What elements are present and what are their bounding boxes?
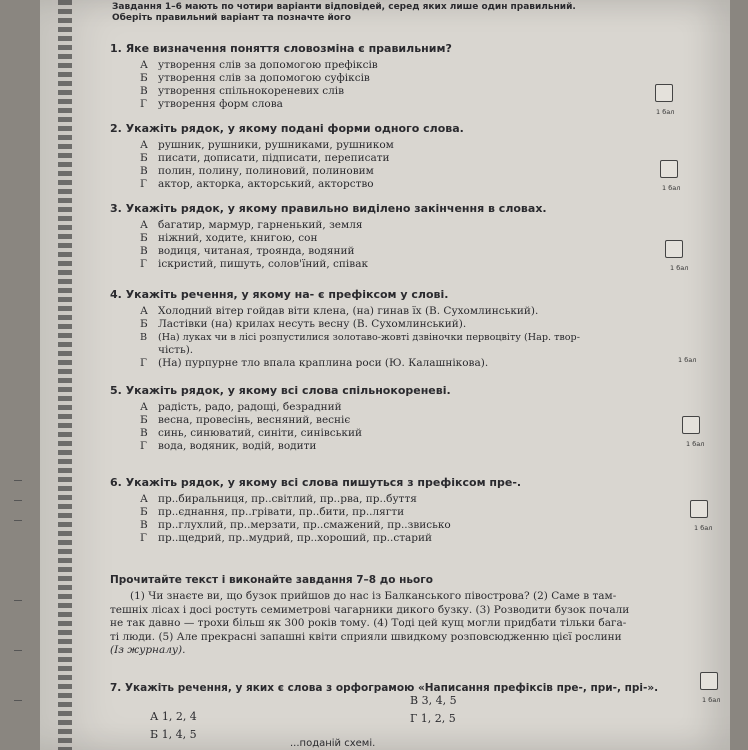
question-number: 5. — [110, 384, 122, 397]
answer-box-7[interactable] — [700, 672, 718, 690]
option-v[interactable]: В водиця, читаная, троянда, водяний — [140, 245, 355, 257]
question-text: Укажіть рядок, у якому всі слова спільнокореневі. — [125, 384, 451, 397]
question-1 — [110, 42, 710, 111]
question-7 — [110, 682, 710, 694]
question-number: 6. — [110, 476, 122, 489]
question-text: Укажіть речення, у яких є слова з орфограмою «Написання префіксів пре-, при-, прі-». — [124, 682, 659, 694]
question-text: Укажіть рядок, у якому правильно виділено закінчення в словах. — [125, 202, 547, 215]
passage-title: Прочитайте текст і виконайте завдання 7–8 до нього — [110, 574, 433, 586]
question-number: 4. — [110, 288, 122, 301]
instructions-line-2: Оберіть правильний варіант та позначте його — [112, 13, 351, 23]
option-b[interactable]: Б Ластівки (на) крилах несуть весну (В. Сухомлинський). — [140, 318, 467, 330]
points-label-2: 1 бал — [662, 184, 681, 192]
question-text: Укажіть речення, у якому на- є префіксом у слові. — [125, 288, 449, 301]
answer-box-6[interactable] — [690, 500, 708, 518]
question-text: Яке визначення поняття словозміна є правильним? — [125, 42, 452, 55]
option-g[interactable]: Г утворення форм слова — [140, 98, 283, 110]
option-g[interactable]: Г 1, 2, 5 — [410, 712, 456, 725]
question-number: 1. — [110, 42, 122, 55]
question-6 — [110, 476, 713, 545]
option-v[interactable]: В синь, синюватий, синіти, синівський — [140, 427, 362, 439]
passage-line: (1) Чи знаєте ви, що бузок прийшов до нас із Балканського півострова? (2) Саме в там- — [130, 590, 617, 602]
question-5 — [110, 384, 710, 453]
question-2 — [110, 122, 710, 191]
passage-source: (Із журналу). — [110, 644, 186, 656]
option-a[interactable]: А багатир, мармур, гарненький, земля — [140, 219, 363, 231]
points-label-7: 1 бал — [702, 696, 721, 704]
option-b[interactable]: Б весна, провесінь, весняний, весніє — [140, 414, 351, 426]
option-v[interactable]: В утворення спільнокореневих слів — [140, 85, 345, 97]
points-label-1: 1 бал — [656, 108, 675, 116]
question-3 — [110, 202, 710, 271]
option-a[interactable]: А утворення слів за допомогою префіксів — [140, 59, 378, 71]
passage-line: тешніх лісах і досі ростуть семиметрові чагарники дикого бузку. (3) Розводити бузок почали — [110, 603, 630, 616]
question-4 — [110, 288, 710, 370]
option-b[interactable]: Б утворення слів за допомогою суфіксів — [140, 72, 370, 84]
option-b[interactable]: Б ніжний, ходите, книгою, сон — [140, 232, 318, 244]
option-b[interactable]: Б пр..єднання, пр..грівати, пр..бити, пр..лягти — [140, 506, 405, 518]
option-g[interactable]: Г вода, водяник, водій, водити — [140, 440, 317, 452]
passage-line: ті люди. (5) Але прекрасні запашні квіти сприяли швидкому розповсюдженню цієї рослини — [110, 630, 622, 643]
option-v-continued: чість). — [158, 344, 194, 356]
option-v[interactable]: В 3, 4, 5 — [410, 694, 457, 707]
binding-stitch — [58, 0, 72, 750]
points-label-6: 1 бал — [694, 524, 713, 532]
option-b[interactable]: Б 1, 4, 5 — [150, 728, 197, 741]
option-a[interactable]: А Холодний вітер гойдав віти клена, (на) гинав їх (В. Сухомлинський). — [140, 305, 539, 317]
instructions-header — [112, 2, 672, 24]
answer-box-1[interactable] — [655, 84, 673, 102]
option-a[interactable]: А радість, радо, радощі, безрадний — [140, 401, 342, 413]
option-a[interactable]: А пр..биральниця, пр..світлий, пр..рва, пр..буття — [140, 493, 417, 505]
question-text: Укажіть рядок, у якому всі слова пишуться з префіксом пре-. — [125, 476, 522, 489]
instructions-line-1: Завдання 1–6 мають по чотири варіанти відповідей, серед яких лише один правильний. — [112, 2, 576, 12]
question-number: 3. — [110, 202, 122, 215]
points-label-4: 1 бал — [678, 356, 697, 364]
option-g[interactable]: Г (На) пурпурне тло впала краплина роси (Ю. Калашнікова). — [140, 357, 489, 369]
option-g[interactable]: Г актор, акторка, акторський, акторство — [140, 178, 374, 190]
answer-box-5[interactable] — [682, 416, 700, 434]
question-number: 7. — [110, 682, 122, 694]
option-a[interactable]: А рушник, рушники, рушниками, рушником — [140, 139, 394, 151]
answer-box-3[interactable] — [665, 240, 683, 258]
option-v[interactable]: В (На) луках чи в лісі розпустилися золотаво-жовті дзвіночки первоцвіту (Нар. твор- — [140, 332, 580, 343]
question-text: Укажіть рядок, у якому подані форми одного слова. — [125, 122, 464, 135]
answer-box-2[interactable] — [660, 160, 678, 178]
option-g[interactable]: Г іскристий, пишуть, солов'їний, співак — [140, 258, 369, 270]
points-label-3: 1 бал — [670, 264, 689, 272]
question-number: 2. — [110, 122, 122, 135]
option-v[interactable]: В пр..глухлий, пр..мерзати, пр..смажений, пр..звисько — [140, 519, 451, 531]
footer-fragment: ...поданій схемі. — [290, 738, 376, 749]
option-g[interactable]: Г пр..щедрий, пр..мудрий, пр..хороший, пр..старий — [140, 532, 433, 544]
passage-text — [110, 590, 730, 658]
option-a[interactable]: А 1, 2, 4 — [150, 710, 197, 723]
option-v[interactable]: В полин, полину, полиновий, полиновим — [140, 165, 374, 177]
points-label-5: 1 бал — [686, 440, 705, 448]
passage-line: не так давно — трохи більш як 300 років тому. (4) Тоді цей кущ могли придбати тільки бага- — [110, 617, 627, 629]
option-b[interactable]: Б писати, дописати, підписати, переписати — [140, 152, 390, 164]
edge-marks — [14, 0, 34, 750]
